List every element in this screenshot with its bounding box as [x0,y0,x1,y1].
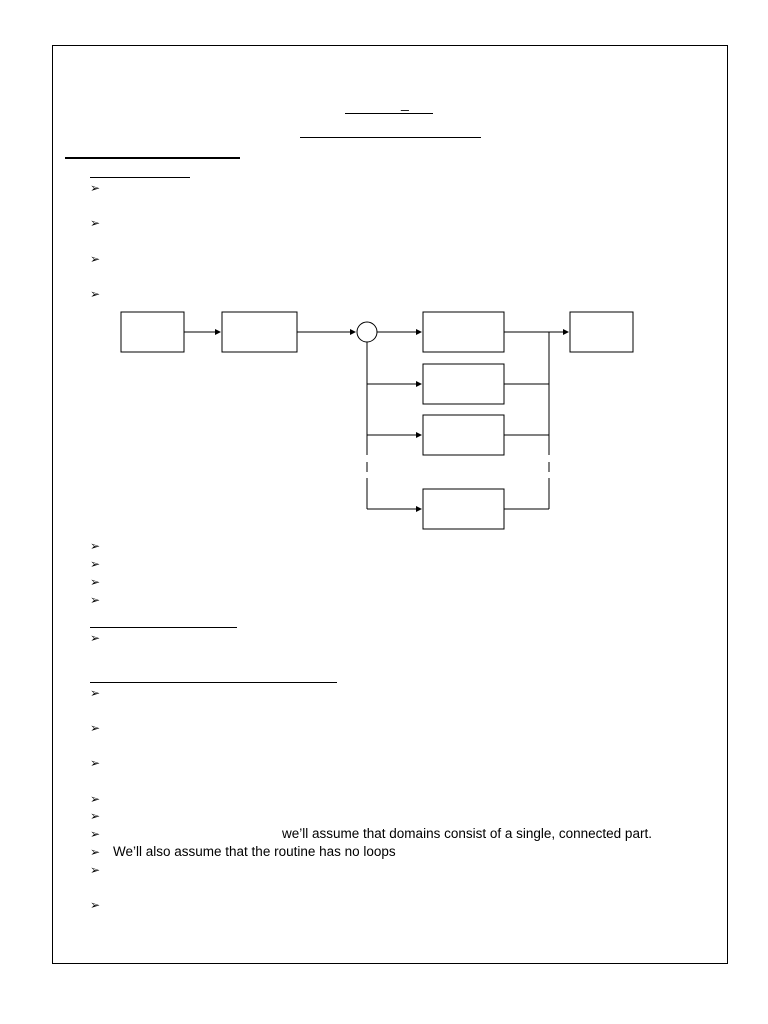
bullet-icon: ➢ [90,863,101,877]
bullet-icon: ➢ [90,809,101,823]
bullet-icon: ➢ [90,252,101,266]
branch-block-1 [423,312,504,352]
bullet-icon: ➢ [90,631,101,645]
branch-block-n [423,489,504,529]
bullet-icon: ➢ [90,898,101,912]
bullet-icon: ➢ [90,756,101,770]
bullet-icon: ➢ [90,287,101,301]
bullet-icon: ➢ [90,686,101,700]
bullet-icon: ➢ [90,557,101,571]
bullet-icon: ➢ [90,845,101,859]
branch-block-2 [423,364,504,404]
input-block [121,312,184,352]
subsection-heading-underline-3 [90,682,337,683]
junction-circle [357,322,377,342]
subsection-heading-underline-2 [90,627,237,628]
bullet-icon: ➢ [90,827,101,841]
domain-assumption-text: we’ll assume that domains consist of a single, connected part. [282,826,652,841]
bullet-icon: ➢ [90,539,101,553]
bullet-icon: ➢ [90,792,101,806]
process-block [222,312,297,352]
output-block [570,312,633,352]
bullet-icon: ➢ [90,593,101,607]
bullet-icon: ➢ [90,216,101,230]
bullet-icon: ➢ [90,575,101,589]
branch-block-3 [423,415,504,455]
no-loops-assumption-text: We’ll also assume that the routine has no loops [113,844,396,859]
title-dash: _ [401,95,409,111]
bullet-icon: ➢ [90,721,101,735]
bullet-icon: ➢ [90,181,101,195]
